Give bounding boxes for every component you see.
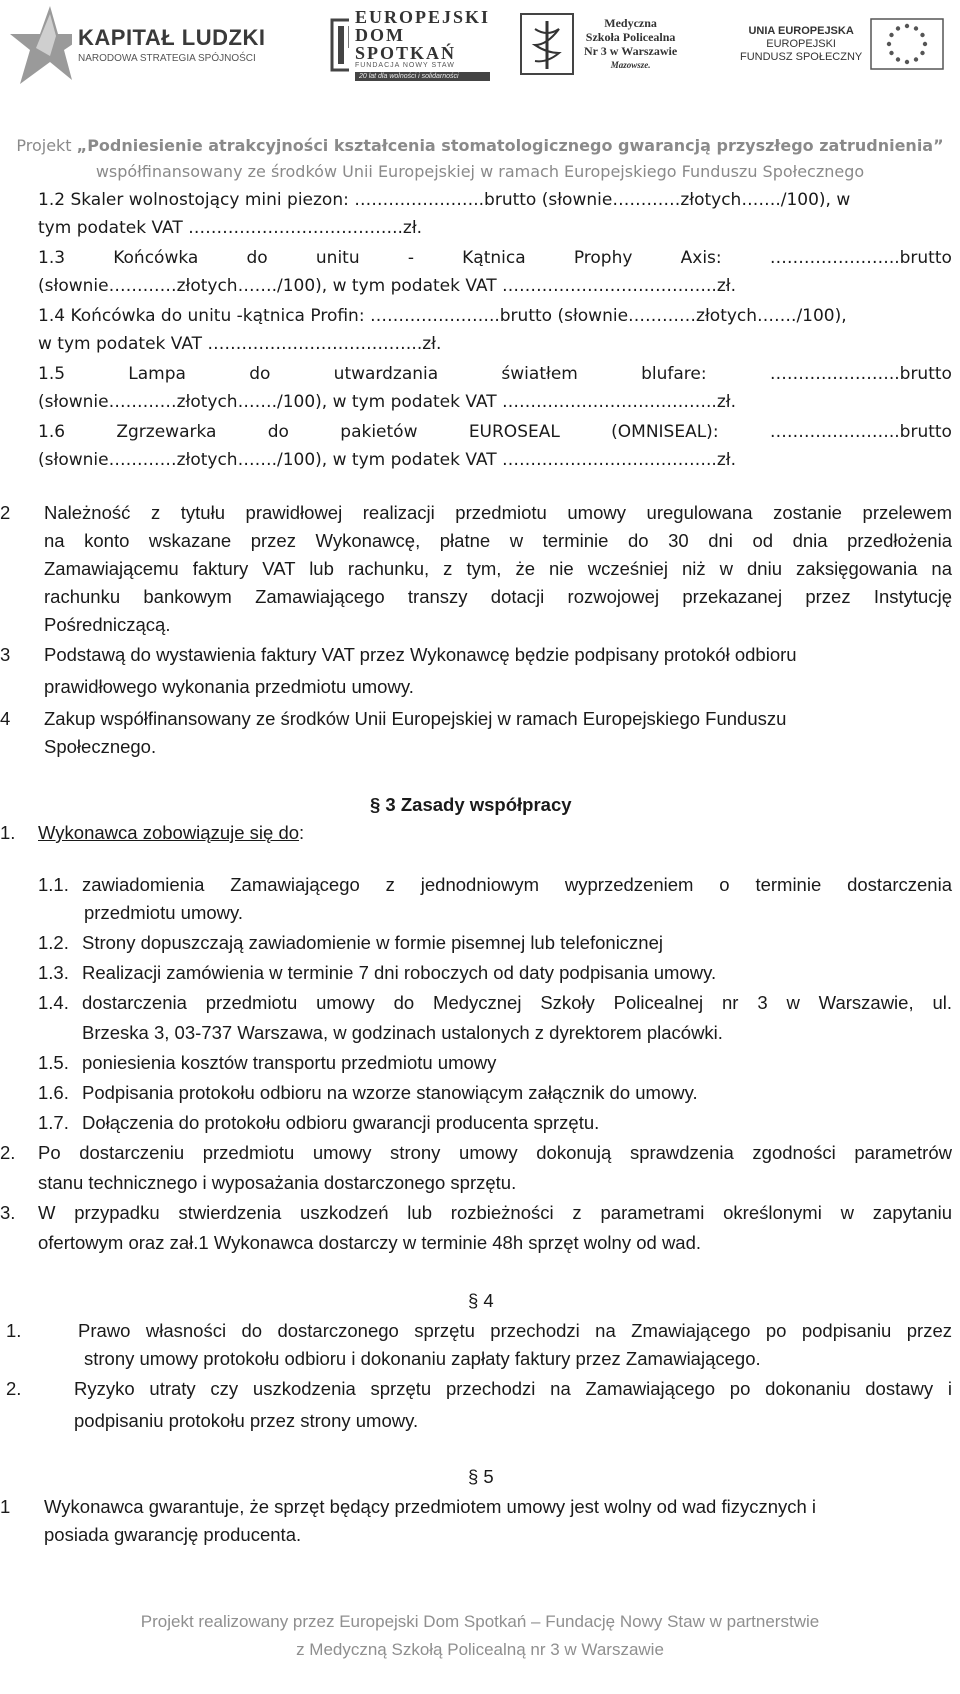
- para-4-number: 4: [0, 708, 11, 729]
- s3-sub-1-4-line2: Brzeska 3, 03-737 Warszawa, w godzinach ustalonych z dyrektorem placówki.: [82, 1022, 723, 1043]
- kapital-ludzki-subtitle: NARODOWA STRATEGIA SPÓJNOŚCI: [78, 52, 256, 64]
- s3-sub-1-2-number: 1.2.: [38, 932, 69, 953]
- project-title: „Podniesienie atrakcyjności kształcenia stomatologicznego gwarancją przyszłego zatrudnienia”: [76, 136, 944, 155]
- msp-line4: Mazowsze.: [610, 60, 651, 70]
- footer-line1: Projekt realizowany przez Europejski Dom Spotkań – Fundację Nowy Staw w partnerstwie: [140, 1612, 820, 1631]
- s3-p3-line2: ofertowym oraz zał.1 Wykonawca dostarczy w terminie 48h sprzęt wolny od wad.: [38, 1232, 702, 1253]
- eds-title-line2: DOM SPOTKAŃ: [354, 24, 456, 63]
- s3-sub-1-3-number: 1.3.: [38, 962, 69, 983]
- para-2-line2: na konto wskazane przez Wykonawcę, płatne w terminie do 30 dni od dnia przedłożenia: [44, 530, 952, 551]
- item-1-5-line2: (słownie…………złotych……./100), w tym podatek VAT ………………………………..zł.: [38, 392, 736, 412]
- s3-sub-1-7-number: 1.7.: [38, 1112, 69, 1133]
- item-1-2-line2: tym podatek VAT ………………………………..zł.: [38, 218, 423, 238]
- s3-sub-1-4-line1: dostarczenia przedmiotu umowy do Medycznej Szkoły Policealnej nr 3 w Warszawie, ul.: [82, 992, 952, 1013]
- para-4-line1: Zakup współfinansowany ze środków Unii Europejskiej w ramach Europejskiego Funduszu: [44, 708, 787, 729]
- s3-sub-1-5-line1: poniesienia kosztów transportu przedmiotu umowy: [82, 1052, 497, 1073]
- s3-p1-text: Wykonawca zobowiązuje się do:: [38, 822, 305, 843]
- s3-sub-1-4-number: 1.4.: [38, 992, 69, 1013]
- s4-p1-line2: strony umowy protokołu odbioru i dokonaniu zapłaty faktury przez Zamawiającego.: [84, 1348, 761, 1369]
- item-1-4-line1: 1.4 Końcówka do unitu -kątnica Profin: …………………..brutto (słownie…………złotych……./100),: [38, 306, 847, 326]
- para-2-line3: Zamawiającemu faktury VAT lub rachunku, z tym, że nie wcześniej niż w dniu zaksięgowania na: [44, 558, 952, 579]
- s3-p2-number: 2.: [0, 1142, 16, 1163]
- s5-p1-line1: Wykonawca gwarantuje, że sprzęt będący przedmiotem umowy jest wolny od wad fizycznych i: [44, 1496, 817, 1517]
- s3-p2-line1: Po dostarczeniu przedmiotu umowy strony umowy dokonują sprawdzenia zgodności parametrów: [38, 1142, 952, 1163]
- s3-sub-1-1-number: 1.1.: [38, 874, 69, 895]
- msp-line3: Nr 3 w Warszawie: [584, 44, 678, 58]
- para-2-line4: rachunku bankowym Zamawiającego transzy dotacji rozwojowej przekazanej przez Instytucję: [44, 586, 952, 607]
- project-title-line: [0, 136, 960, 155]
- section-3-heading: § 3 Zasady współpracy: [370, 794, 572, 815]
- item-1-3-line1: 1.3 Końcówka do unitu - Kątnica Prophy Axis: …………………..brutto: [38, 248, 952, 268]
- unia-europejska-logo: [740, 4, 950, 84]
- item-1-5-line1: 1.5 Lampa do utwardzania światłem blufare: …………………..brutto: [38, 364, 952, 384]
- s5-p1-number: 1: [0, 1496, 11, 1517]
- msp-line1: Medyczna: [604, 16, 657, 30]
- s4-p2-number: 2.: [6, 1378, 22, 1399]
- s4-p1-line1: Prawo własności do dostarczonego sprzętu przechodzi na Zmawiającego po podpisaniu przez: [78, 1320, 952, 1341]
- eu-flag-icon: [870, 18, 944, 70]
- medyczna-szkola-logo: [520, 4, 690, 84]
- s3-p1-number: 1.: [0, 822, 16, 843]
- ue-line1: UNIA EUROPEJSKA: [748, 24, 854, 37]
- s3-sub-1-6-number: 1.6.: [38, 1082, 69, 1103]
- s3-sub-1-1-line1: zawiadomienia Zamawiającego z jednodniowym wyprzedzeniem o terminie dostarczenia: [82, 874, 952, 895]
- eds-subtitle: FUNDACJA NOWY STAW: [354, 61, 455, 69]
- cofinanced-line: współfinansowany ze środków Unii Europejskiej w ramach Europejskiego Funduszu Społecznego: [95, 162, 865, 181]
- ue-line2: EUROPEJSKI: [766, 37, 836, 50]
- item-1-3-line2: (słownie…………złotych……./100), w tym podatek VAT ………………………………..zł.: [38, 276, 736, 296]
- footer-line2: z Medyczną Szkołą Policealną nr 3 w Warszawie: [296, 1640, 664, 1659]
- eds-title-line1: EUROPEJSKI: [354, 6, 490, 27]
- para-4-line2: Społecznego.: [44, 736, 157, 757]
- msp-line2: Szkoła Policealna: [585, 30, 676, 44]
- s4-p1-number: 1.: [6, 1320, 22, 1341]
- s3-sub-1-7-line1: Dołączenia do protokołu odbioru gwarancji producenta sprzętu.: [82, 1112, 600, 1133]
- s3-p3-number: 3.: [0, 1202, 16, 1223]
- europejski-dom-spotkan-logo: [330, 4, 490, 84]
- item-1-6-line2: (słownie…………złotych……./100), w tym podatek VAT ………………………………..zł.: [38, 450, 736, 470]
- item-1-2-line1: 1.2 Skaler wolnostojący mini piezon: …………………..brutto (słownie…………złotych……./100), w: [38, 190, 851, 210]
- caduceus-icon: [520, 13, 574, 75]
- section-5-heading: § 5: [468, 1466, 494, 1487]
- para-2-number: 2: [0, 502, 11, 523]
- s3-sub-1-1-line2: przedmiotu umowy.: [84, 902, 244, 923]
- s4-p2-line2: podpisaniu protokołu przez strony umowy.: [74, 1410, 419, 1431]
- para-2-line1: Należność z tytułu prawidłowej realizacji przedmiotu umowy uregulowana zostanie przelewem: [44, 502, 952, 523]
- edsfns-emblem-icon: [330, 14, 349, 74]
- s3-sub-1-6-line1: Podpisania protokołu odbioru na wzorze stanowiącym załącznik do umowy.: [82, 1082, 698, 1103]
- s4-p2-line1: Ryzyko utraty czy uszkodzenia sprzętu przechodzi na Zamawiającego po dokonaniu dostawy i: [74, 1378, 952, 1399]
- para-3-number: 3: [0, 644, 11, 665]
- s3-sub-1-5-number: 1.5.: [38, 1052, 69, 1073]
- kapital-ludzki-title: KAPITAŁ LUDZKI: [78, 24, 266, 50]
- s5-p1-line2: posiada gwarancję producenta.: [44, 1524, 302, 1545]
- item-1-6-line1: 1.6 Zgrzewarka do pakietów EUROSEAL (OMNISEAL): …………………..brutto: [38, 422, 952, 442]
- section-4-heading: § 4: [468, 1290, 494, 1311]
- item-1-4-line2: w tym podatek VAT ………………………………..zł.: [38, 334, 442, 354]
- para-2-line5: Pośredniczącą.: [44, 614, 171, 635]
- s3-p3-line1: W przypadku stwierdzenia uszkodzeń lub rozbieżności z parametrami określonymi w zapytaniu: [38, 1202, 952, 1223]
- ue-line3: FUNDUSZ SPOŁECZNY: [740, 50, 863, 63]
- eds-band: 20 lat dla wolności i solidarności: [355, 72, 490, 81]
- para-3-line1: Podstawą do wystawienia faktury VAT przez Wykonawcę będzie podpisany protokół odbioru: [44, 644, 797, 665]
- kapital-ludzki-star-icon: [10, 4, 72, 84]
- kapital-ludzki-logo: [10, 4, 280, 84]
- s3-sub-1-3-line1: Realizacji zamówienia w terminie 7 dni roboczych od daty podpisania umowy.: [82, 962, 717, 983]
- project-prefix: Projekt: [16, 136, 72, 155]
- s3-sub-1-2-line1: Strony dopuszczają zawiadomienie w formie pisemnej lub telefonicznej: [82, 932, 663, 953]
- s3-p2-line2: stanu technicznego i wyposażania dostarczonego sprzętu.: [38, 1172, 517, 1193]
- para-3-line2: prawidłowego wykonania przedmiotu umowy.: [44, 676, 414, 697]
